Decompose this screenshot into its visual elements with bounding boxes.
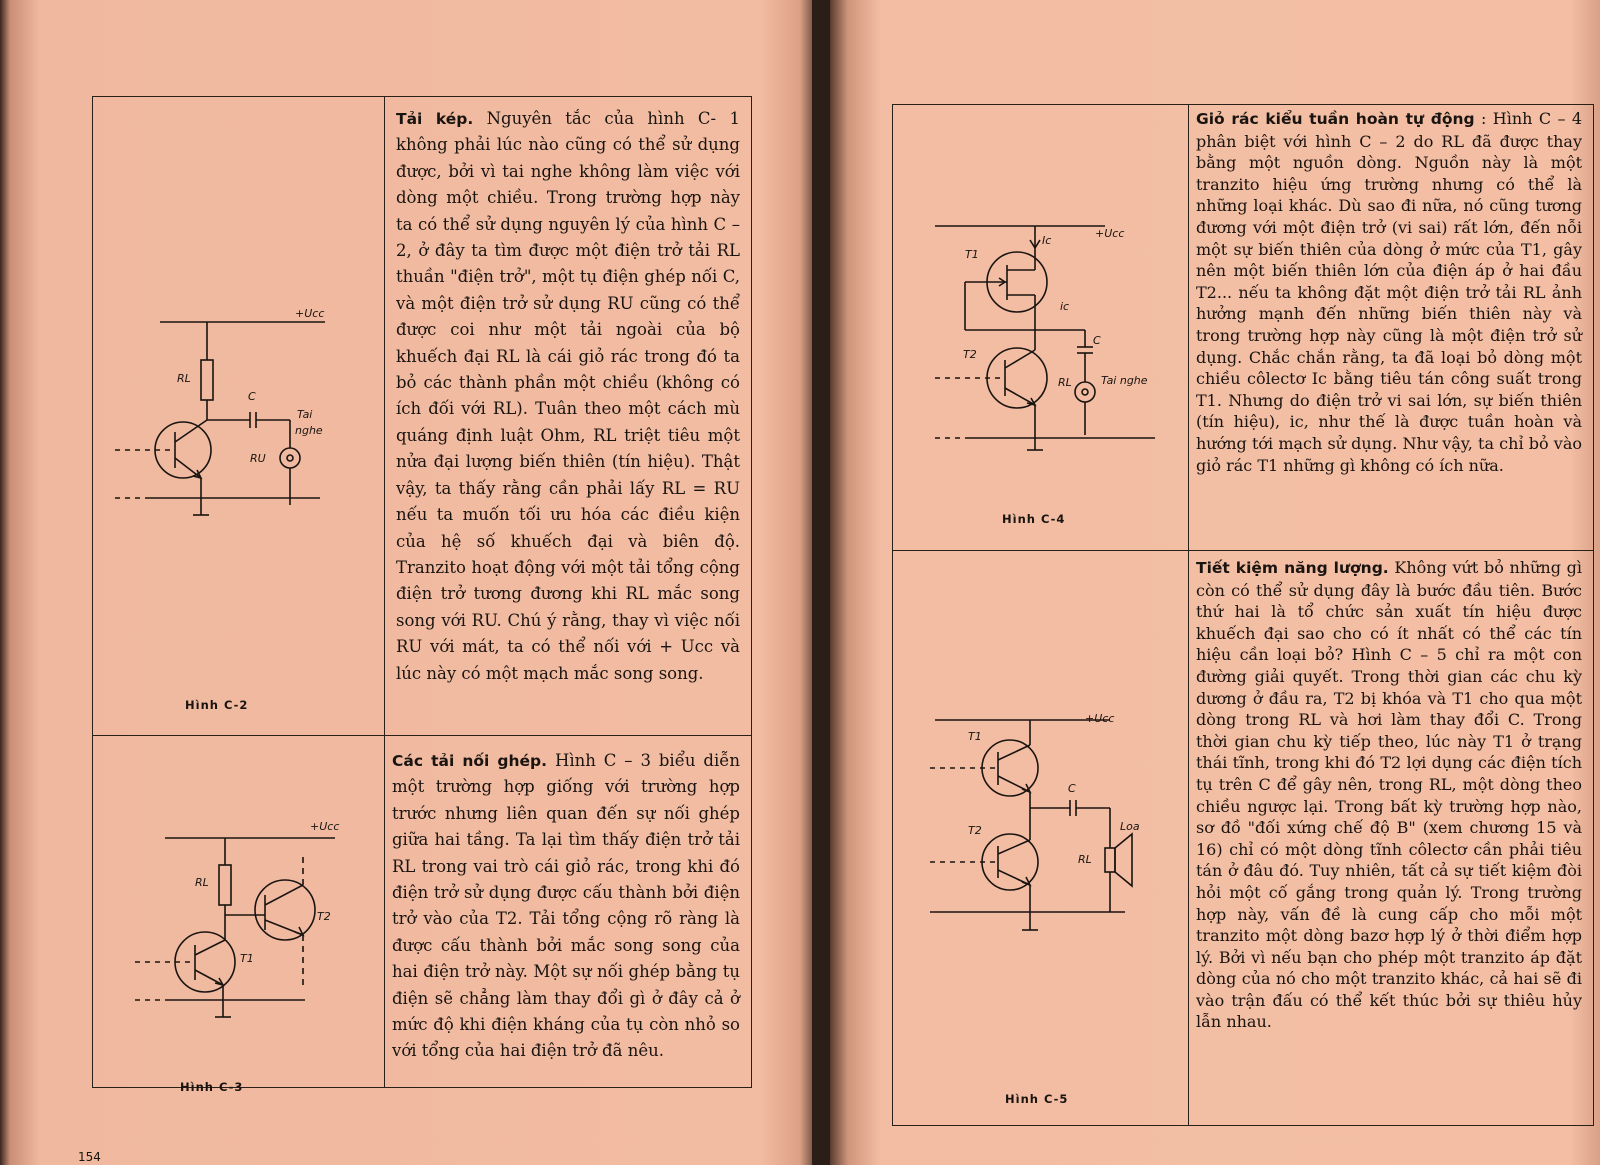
t2-label: T2 [317,910,331,923]
vcc-label: +Ucc [1095,227,1125,240]
page-number: 154 [78,1150,101,1164]
caption-c3: Hình C-3 [180,1080,244,1094]
section-c2-lead: Tải kép. [396,110,474,128]
section-c5-body: Không vứt bỏ những gì còn có thể sử dụng đây là bước đầu tiên. Bước thứ hai là tổ chức sản xuất tín hiệu được khuếch đại sao cho có ít nhất có thể các tín hiệu cần loại bỏ? Hình C – 5 chỉ ra một con đường giải quyết. Trong thời gian các chu kỳ dương ở đầu ra, T2 bị khóa và T1 cho qua một dòng trong RL và hơi làm thay đổi C. Trong thời gian chu kỳ tiếp theo, lúc này T1 ở trạng thái tĩnh, trong khi đó T2 lợi dụng các điện tích tụ trên C để gây nên, trong RL, một dòng theo chiều ngược lại. Trong bất kỳ trường hợp nào, sơ đồ "đối xứng chế độ B" (xem chương 15 và 16) chỉ có một dòng tĩnh côlectơ cần phải tiêu tán ở đâu đó. Tuy nhiên, tất cả sự tiết kiệm đòi hỏi một cố gắng trong quản lý. Trong trường hợp này, vấn đề là cung cấp cho mỗi một tranzito một dòng bazơ hợp lý ở thời điểm hợp lý. Bởi vì nếu bạn cho phép một tranzito áp đặt dòng của nó cho một tranzito khác, cả hai sẽ đi vào trận đấu có thể kết thúc bởi sự thiêu hủy lẫn nhau. [1196,558,1583,1032]
figure-c2-schematic [105,300,335,540]
section-c5-text [1196,557,1582,1033]
section-c3-lead: Các tải nối ghép. [392,752,548,770]
transistor-symbol [155,422,211,478]
t1-label: T1 [968,730,982,743]
rl-label: RL [177,372,191,385]
section-c4-text [1196,108,1582,476]
left-table-row-divider [92,735,752,736]
t2-label: T2 [963,348,977,361]
right-table-divider [1188,104,1189,1126]
section-c5-lead: Tiết kiệm năng lượng. [1196,559,1389,577]
c-label: C [1093,334,1101,347]
left-table-divider [384,96,385,1088]
section-c4-body: : Hình C – 4 phân biệt với hình C – 2 do RL đã được thay bằng một nguồn dòng. Nguồn này là một tranzito hiệu ứng trường nhưng có thể là những loại khác. Dù sao đi nữa, nó cũng tương đương với một điện trở (vi sai) rất lớn, đến nỗi một sự biến thiên của dòng ở mức của T1, gây nên một biến thiên lớn của điện áp ở hai đầu T2... nếu ta không đặt một điện trở tải RL ảnh hưởng mạnh đến những biến thiên này và trong trường hợp này cũng là một điện trở sử dụng. Chắc chắn rằng, ta đã loại bỏ dòng một chiều côlectơ Ic bằng tiêu tán công suất trong T1. Nhưng do điện trở vi sai lớn, sự biến thiên (tín hiệu), ic, như thế là được tuần hoàn và hướng tới mạch sử dụng. Như vậy, ta chỉ bỏ vào giỏ rác T1 những gì không có ích nữa. [1196,109,1582,475]
tai-nghe-label: Tai nghe [1101,374,1148,387]
earphone [1075,382,1095,402]
transistor-t2 [255,880,315,940]
resistor-rl [219,865,231,905]
tai-label: Tai [297,408,313,421]
section-c3-body: Hình C – 3 biểu diễn một trường hợp giống với trường hợp trước nhưng liên quan đến sự nối ghép giữa hai tầng. Ta lại tìm thấy điện trở tải RL trong vai trò cái giỏ rác, trong khi đó điện trở sử dụng được cấu thành bởi điện trở vào của T2. Tải tổng cộng rõ ràng là được cấu thành bởi mắc song song của hai điện trở này. Một sự nối ghép bằng tụ điện sẽ chẳng làm thay đổi gì ở đây cả ở mức độ khi điện kháng của tụ còn nhỏ so với tổng của hai điện trở đã nêu. [392,751,741,1061]
book-gutter [812,0,832,1165]
earphone-ru [280,448,300,468]
section-c4-lead: Giỏ rác kiểu tuần hoàn tự động [1196,110,1475,128]
right-page [830,0,1600,1165]
nghe-label: nghe [295,424,323,437]
speaker-loa [1105,848,1115,872]
c-label: C [1068,782,1076,795]
rl-label: RL [1078,853,1092,866]
c-label: C [248,390,256,403]
section-c3-text [392,748,740,1065]
section-c2-text [396,106,740,687]
loa-label: Loa [1120,820,1140,833]
figure-c5-schematic [920,700,1180,950]
vcc-label: +Ucc [1085,712,1115,725]
caption-c4: Hình C-4 [1002,512,1066,526]
caption-c2: Hình C-2 [185,698,249,712]
figure-c3-schematic [125,810,360,1035]
t2-label: T2 [968,824,982,837]
vcc-label: +Ucc [310,820,340,833]
ic-ac-label: ic [1060,300,1070,313]
t1-label: T1 [240,952,254,965]
section-c2-body: Nguyên tắc của hình C- 1 không phải lúc nào cũng có thể sử dụng được, bởi vì tai nghe không làm việc với dòng một chiều. Trong trường hợp này ta có thể sử dụng nguyên lý của hình C – 2, ở đây ta tìm được một điện trở tải RL thuần "điện trở", một tụ điện ghép nối C, và một điện trở sử dụng RU cũng có thể được coi như một tải ngoài của bộ khuếch đại RL là cái giỏ rác trong đó ta bỏ các thành phần một chiều (không có ích đối với RL). Tuân theo một cách mù quáng định luật Ohm, RL triệt tiêu một nửa đại lượng biến thiên (tín hiệu). Thật vậy, ta thấy rằng cần phải lấy RL = RU nếu ta muốn tối ưu hóa các điều kiện của hệ số khuếch đại và biên độ. Tranzito hoạt động với một tải tổng cộng điện trở tương đương khi RL mắc song song với RU. Chú ý rằng, thay vì việc nối RU với mát, ta có thể nối với + Ucc và lúc này có một mạch mắc song song. [396,109,740,683]
right-table-row-divider [892,550,1594,551]
ic-dc-label: Ic [1042,234,1052,247]
vcc-label: +Ucc [295,307,325,320]
resistor-rl [201,360,213,400]
t1-label: T1 [965,248,979,261]
rl-label: RL [195,876,209,889]
transistor-t1 [175,932,235,992]
caption-c5: Hình C-5 [1005,1092,1069,1106]
rl-label: RL [1058,376,1072,389]
figure-c4-schematic [915,210,1175,480]
ru-label: RU [250,452,266,465]
